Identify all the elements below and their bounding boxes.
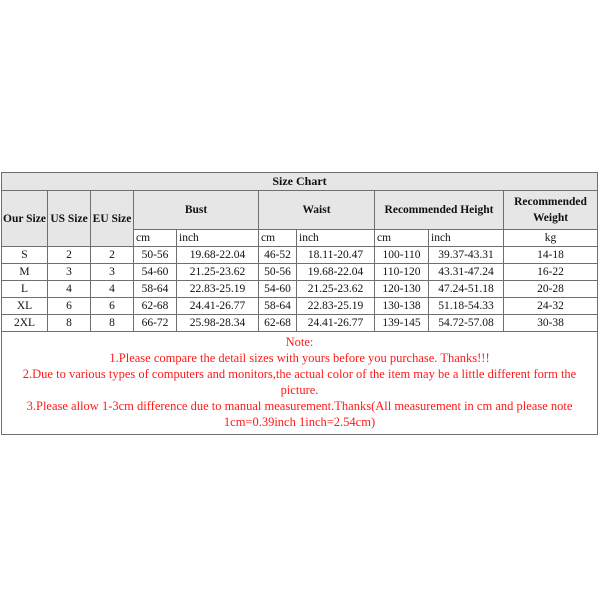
cell-our-size: L [2, 281, 48, 298]
cell-bust-inch: 24.41-26.77 [177, 298, 259, 315]
cell-eu-size: 6 [91, 298, 134, 315]
header-waist: Waist [259, 191, 375, 230]
cell-weight: 24-32 [504, 298, 598, 315]
cell-our-size: 2XL [2, 315, 48, 332]
cell-bust-inch: 19.68-22.04 [177, 247, 259, 264]
unit-waist-inch: inch [297, 230, 375, 247]
header-bust: Bust [134, 191, 259, 230]
cell-us-size: 4 [48, 281, 91, 298]
header-eu-size: EU Size [91, 191, 134, 247]
cell-waist-cm: 50-56 [259, 264, 297, 281]
cell-weight: 16-22 [504, 264, 598, 281]
unit-weight-kg: kg [504, 230, 598, 247]
cell-height-inch: 54.72-57.08 [429, 315, 504, 332]
cell-our-size: S [2, 247, 48, 264]
cell-bust-inch: 22.83-25.19 [177, 281, 259, 298]
cell-height-inch: 47.24-51.18 [429, 281, 504, 298]
cell-waist-inch: 19.68-22.04 [297, 264, 375, 281]
table-row [2, 315, 598, 332]
cell-waist-cm: 54-60 [259, 281, 297, 298]
cell-eu-size: 3 [91, 264, 134, 281]
size-chart-table [1, 172, 598, 435]
cell-height-inch: 43.31-47.24 [429, 264, 504, 281]
unit-bust-cm: cm [134, 230, 177, 247]
cell-waist-inch: 22.83-25.19 [297, 298, 375, 315]
cell-eu-size: 2 [91, 247, 134, 264]
cell-bust-cm: 58-64 [134, 281, 177, 298]
table-row [2, 298, 598, 315]
cell-eu-size: 8 [91, 315, 134, 332]
cell-height-cm: 110-120 [375, 264, 429, 281]
header-weight: Recommended Weight [504, 191, 598, 230]
unit-height-inch: inch [429, 230, 504, 247]
cell-waist-cm: 58-64 [259, 298, 297, 315]
header-our-size: Our Size [2, 191, 48, 247]
cell-height-inch: 51.18-54.33 [429, 298, 504, 315]
cell-us-size: 8 [48, 315, 91, 332]
unit-height-cm: cm [375, 230, 429, 247]
cell-waist-inch: 18.11-20.47 [297, 247, 375, 264]
note-label: Note: [285, 335, 314, 349]
cell-bust-cm: 50-56 [134, 247, 177, 264]
cell-us-size: 3 [48, 264, 91, 281]
note-line-3: 3.Please allow 1-3cm difference due to manual measurement.Thanks(All measurement in cm and please note 1cm=0.39inch 1inch=2.54cm) [26, 399, 573, 429]
cell-height-cm: 100-110 [375, 247, 429, 264]
cell-us-size: 2 [48, 247, 91, 264]
cell-bust-cm: 54-60 [134, 264, 177, 281]
cell-waist-inch: 24.41-26.77 [297, 315, 375, 332]
cell-bust-cm: 66-72 [134, 315, 177, 332]
cell-bust-inch: 21.25-23.62 [177, 264, 259, 281]
table-row [2, 281, 598, 298]
cell-weight: 30-38 [504, 315, 598, 332]
header-us-size: US Size [48, 191, 91, 247]
unit-waist-cm: cm [259, 230, 297, 247]
cell-weight: 20-28 [504, 281, 598, 298]
note-line-1: 1.Please compare the detail sizes with yours before you purchase. Thanks!!! [109, 351, 490, 365]
cell-waist-inch: 21.25-23.62 [297, 281, 375, 298]
cell-height-cm: 120-130 [375, 281, 429, 298]
cell-bust-inch: 25.98-28.34 [177, 315, 259, 332]
cell-waist-cm: 62-68 [259, 315, 297, 332]
cell-our-size: XL [2, 298, 48, 315]
header-height: Recommended Height [375, 191, 504, 230]
cell-height-cm: 139-145 [375, 315, 429, 332]
cell-height-inch: 39.37-43.31 [429, 247, 504, 264]
unit-bust-inch: inch [177, 230, 259, 247]
cell-our-size: M [2, 264, 48, 281]
cell-weight: 14-18 [504, 247, 598, 264]
table-title: Size Chart [2, 173, 598, 191]
cell-eu-size: 4 [91, 281, 134, 298]
cell-waist-cm: 46-52 [259, 247, 297, 264]
cell-us-size: 6 [48, 298, 91, 315]
table-row [2, 247, 598, 264]
note-line-2: 2.Due to various types of computers and monitors,the actual color of the item may be a little different form the picture. [22, 367, 577, 397]
cell-bust-cm: 62-68 [134, 298, 177, 315]
table-row [2, 264, 598, 281]
note-section [2, 332, 598, 435]
cell-height-cm: 130-138 [375, 298, 429, 315]
